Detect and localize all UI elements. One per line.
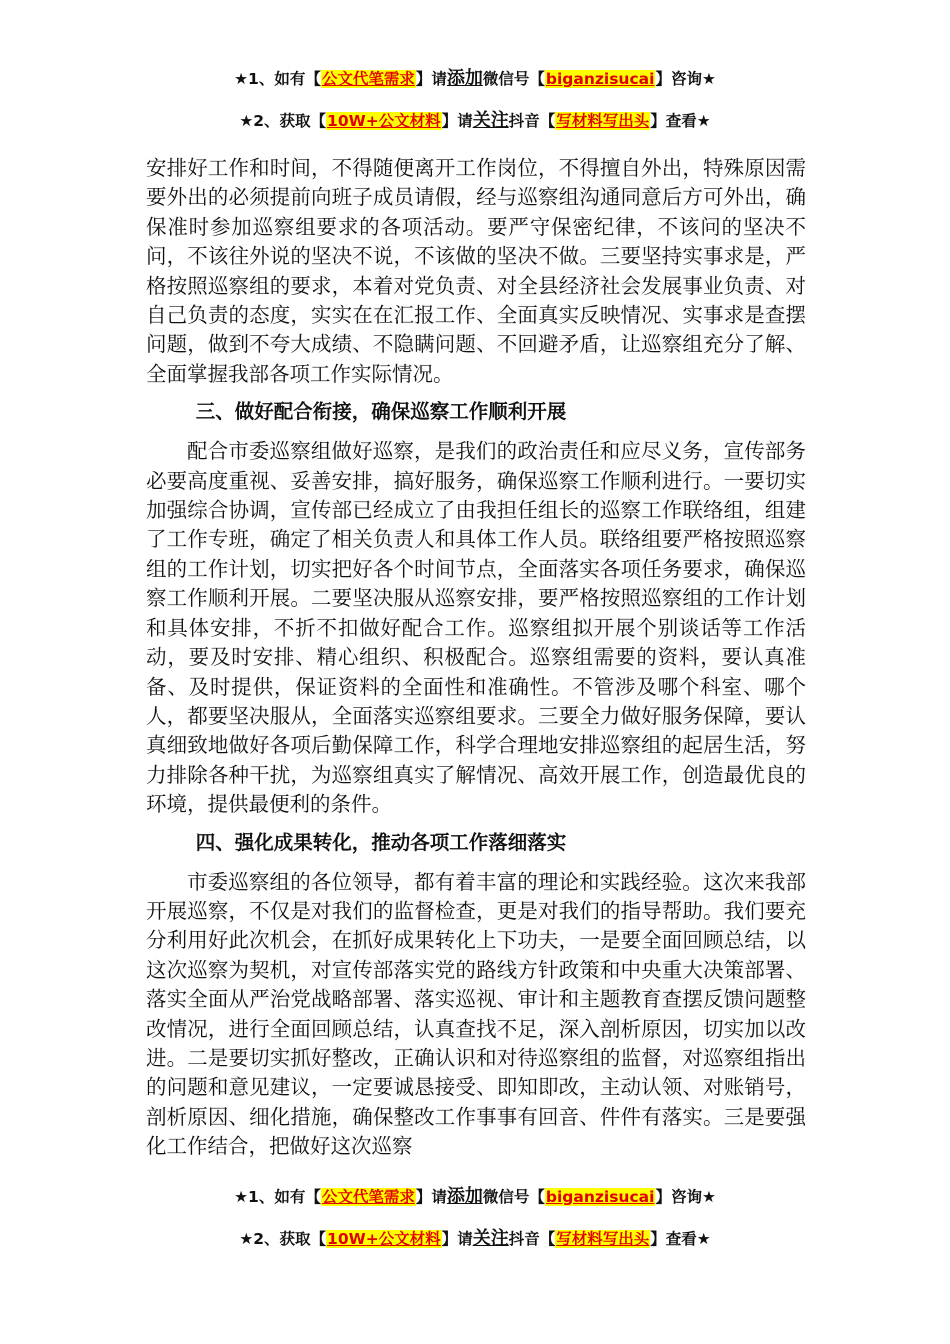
underlined-add: 添加 (446, 68, 483, 89)
paragraph-continuation: 安排好工作和时间，不得随便离开工作岗位，不得擅自外出，特殊原因需要外出的必须提前向班子成员请假，经与巡察组沟通同意后方可外出，确保准时参加巡察组要求的各项活动。要严守保密纪律，不该问的坚决不问，不该往外说的坚决不说，不该做的坚决不做。三要坚持实事求是，严格按照巡察组的要求，本着对党负责、对全县经济社会发展事业负责、对自己负责的态度，实实在在汇报工作、全面真实反映情况、实事求是查摆问题，做到不夸大成绩、不隐瞒问题、不回避矛盾，让巡察组充分了解、全面掌握我部各项工作实际情况。 (146, 156, 806, 386)
banner-text: ★1、如有【 (234, 1188, 321, 1206)
banner-text: 】请 (415, 70, 447, 88)
header-banner-line-2 (0, 110, 950, 132)
banner-text: 微信号【 (482, 1188, 545, 1206)
banner-text: 】请 (415, 1188, 447, 1206)
highlight-wechat-id: biganzisucai (545, 1188, 655, 1206)
highlight-materials: 10W+公文材料 (327, 112, 441, 130)
banner-text: ★1、如有【 (234, 70, 321, 88)
paragraph-section-4: 市委巡察组的各位领导，都有着丰富的理论和实践经验。这次来我部开展巡察，不仅是对我们的监督检查，更是对我们的指导帮助。我们要充分利用好此次机会，在抓好成果转化上下功夫，一是要全面回顾总结，以这次巡察为契机，对宣传部落实党的路线方针政策和中央重大决策部署、落实全面从严治党战略部署、落实巡视、审计和主题教育查摆反馈问题整改情况，进行全面回顾总结，认真查找不足，深入剖析原因，切实加以改进。二是要切实抓好整改，正确认识和对待巡察组的监督，对巡察组指出的问题和意见建议，一定要诚恳接受、即知即改，主动认领、对账销号，剖析原因、细化措施，确保整改工作事事有回音、件件有落实。三是要强化工作结合，把做好这次巡察 (146, 869, 806, 1159)
highlight-douyin-account: 写材料写出头 (556, 112, 650, 130)
banner-text: ★2、获取【 (239, 1230, 327, 1248)
section-heading-4: 四、强化成果转化，推动各项工作落细落实 (195, 830, 567, 854)
highlight-ghostwriting: 公文代笔需求 (321, 1188, 415, 1206)
document-body (146, 154, 806, 1162)
banner-text: 抖音【 (508, 112, 556, 130)
banner-text: 微信号【 (482, 70, 545, 88)
footer-banner-line-2 (0, 1228, 950, 1250)
banner-text: ★2、获取【 (239, 112, 327, 130)
banner-text: 】查看★ (650, 112, 711, 130)
highlight-materials: 10W+公文材料 (327, 1230, 441, 1248)
underlined-follow: 关注 (472, 110, 509, 131)
paragraph-section-3: 配合市委巡察组做好巡察，是我们的政治责任和应尽义务，宣传部务必要高度重视、妥善安排，搞好服务，确保巡察工作顺利进行。一要切实加强综合协调，宣传部已经成立了由我担任组长的巡察工作联络组，组建了工作专班，确定了相关负责人和具体工作人员。联络组要严格按照巡察组的工作计划，切实把好各个时间节点，全面落实各项任务要求，确保巡察工作顺利开展。二要坚决服从巡察安排，要严格按照巡察组的工作计划和具体安排，不折不扣做好配合工作。巡察组拟开展个别谈话等工作活动，要及时安排、精心组织、积极配合。巡察组需要的资料，要认真准备、及时提供，保证资料的全面性和准确性。不管涉及哪个科室、哪个人，都要坚决服从，全面落实巡察组要求。三要全力做好服务保障，要认真细致地做好各项后勤保障工作，科学合理地安排巡察组的起居生活，努力排除各种干扰，为巡察组真实了解情况、高效开展工作，创造最优良的环境，提供最便利的条件。 (146, 439, 806, 817)
highlight-douyin-account: 写材料写出头 (556, 1230, 650, 1248)
banner-text: 】咨询★ (655, 70, 716, 88)
banner-text: 】查看★ (650, 1230, 711, 1248)
banner-text: 】请 (441, 112, 473, 130)
underlined-add: 添加 (446, 1186, 483, 1207)
banner-text: 】咨询★ (655, 1188, 716, 1206)
section-heading-3: 三、做好配合衔接，确保巡察工作顺利开展 (195, 400, 567, 424)
footer-banner-line-1 (0, 1186, 950, 1208)
banner-text: 】请 (441, 1230, 473, 1248)
highlight-wechat-id: biganzisucai (545, 70, 655, 88)
banner-text: 抖音【 (508, 1230, 556, 1248)
header-banner-line-1 (0, 68, 950, 90)
underlined-follow: 关注 (472, 1228, 509, 1249)
highlight-ghostwriting: 公文代笔需求 (321, 70, 415, 88)
